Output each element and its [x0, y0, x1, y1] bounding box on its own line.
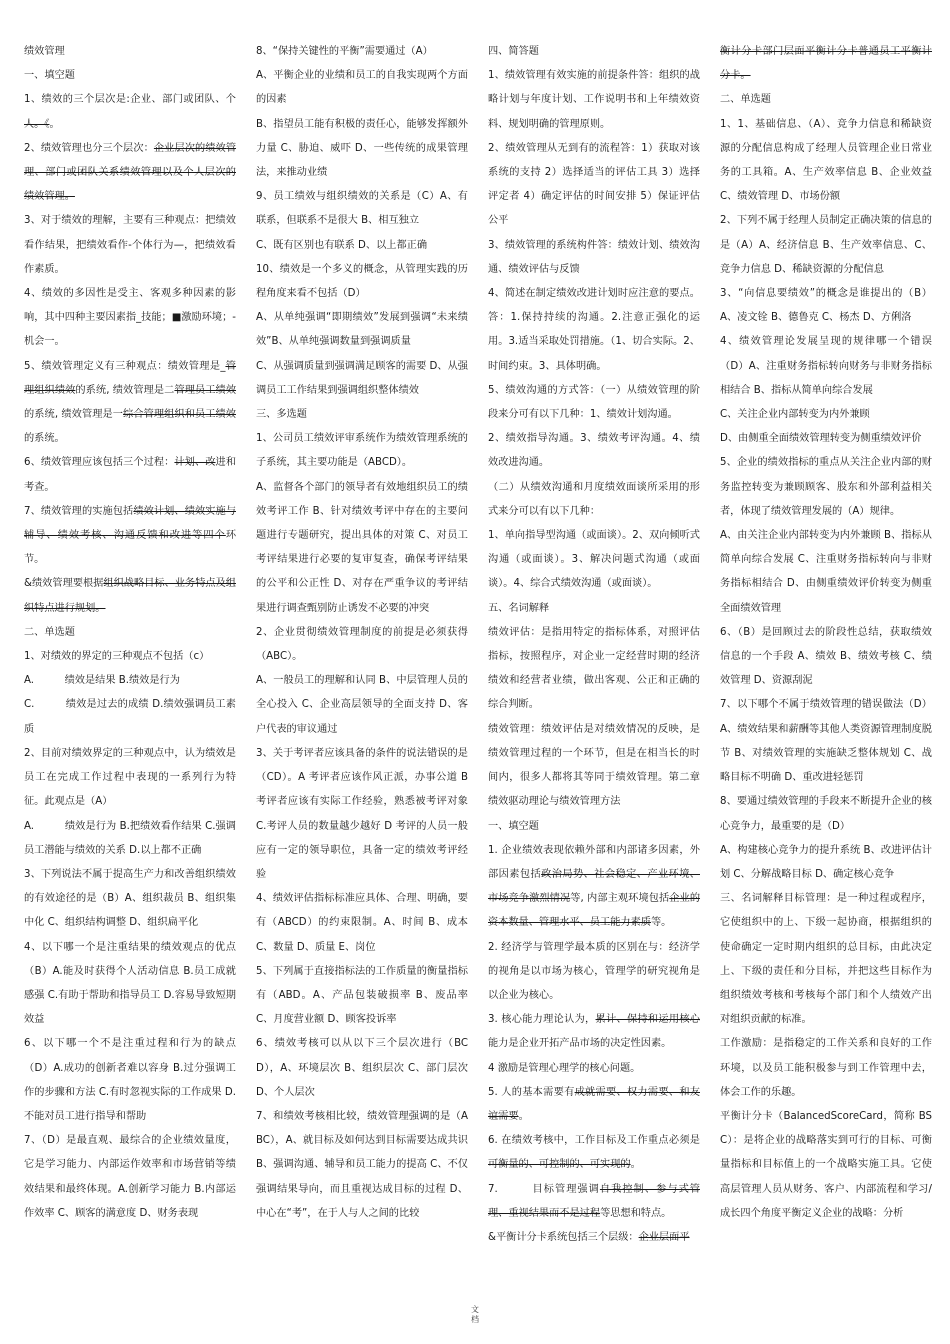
paragraph: 绩效评估：是指用特定的指标体系，对照评估指标，按照程序，对企业一定经营时期的经济绩效和经营者业绩，做出客观、公正和正确的综合判断。	[488, 626, 700, 711]
text-segment: 进和考查。	[24, 457, 237, 493]
paragraph: A. 绩效是行为 B.把绩效看作结果 C.强调员工潜能与绩效的关系 D.以上都不正确	[24, 820, 236, 856]
paragraph: 2、绩效管理从无到有的流程答：1）获取对该系统的支持 2）选择适当的评估工具 3）选择评定者 4）确定评估的时间安排 5）保证评估公平	[488, 142, 700, 227]
paragraph: 1、公司员工绩效评审系统作为绩效管理系统的子系统，其主要功能是（ABCD）。	[256, 433, 468, 469]
paragraph: 2、企业贯彻绩效管理制度的前提是必须获得（ABC）。	[256, 626, 468, 663]
paragraph: C、关注企业内部转变为内外兼顾	[720, 409, 870, 421]
struck-text: 累计、保持和运用核心	[595, 1014, 700, 1026]
struck-text: 管理组织绩效	[24, 360, 236, 396]
text-segment: 等。	[651, 917, 672, 929]
paragraph	[488, 1081, 700, 1129]
struck-text: 计划、改	[174, 457, 216, 469]
paragraph: 五、名词解释	[488, 602, 550, 614]
paragraph: A、构建核心竞争力的提升系统 B、改进评估计划 C、分解战略目标 D、确定核心竞争	[720, 844, 932, 880]
paragraph: D、由侧重全面绩效管理转变为侧重绩效评价	[720, 433, 922, 445]
struck-text: 人。《	[24, 118, 50, 130]
struck-text: 企业层面平	[638, 1231, 690, 1243]
paragraph: 3、关于考评者应该具备的条件的说法错误的是（CD）。A 考评者应该作风正派，办事公道 B 考评者应该有实际工作经验，熟悉被考评对象 C.考评人员的数量越少越好 D 考评的人员一般应有一定的领导职位，具备一定的绩效考评经验	[256, 747, 468, 880]
paragraph: 4、以下哪一个是注重结果的绩效观点的优点（B）A.能及时获得个人活动信息 B.员工成就感强 C.有助于帮助和指导员工 D.容易导致短期效益	[24, 941, 236, 1026]
paragraph: 工作激励：是指稳定的工作关系和良好的工作环境，以及员工能积极参与到工作管理中去，体会工作的乐趣。	[720, 1038, 932, 1098]
paragraph	[24, 88, 236, 136]
text-segment: 7、绩效管理的实施包括	[24, 505, 134, 517]
text-segment: 。	[630, 1159, 641, 1171]
paragraph: A. 绩效是结果 B.绩效是行为	[24, 675, 180, 687]
paragraph: 3、对于绩效的理解，主要有三种观点：把绩效看作结果，把绩效看作-个体行为—，把绩效看作素质。	[24, 215, 236, 275]
paragraph: 1、1、基础信息、（A）、竞争力信息和稀缺资源的分配信息构成了经理人员管理企业日常业务的工具箱。A、生产效率信息 B、企业效益 C、绩效管理 D、市场份额	[720, 118, 932, 203]
paragraph: 6、以下哪一个不是注重过程和行为的缺点（D）A.成功的创新者难以容身 B.过分强调工作的步骤和方法 C.有时忽视实际的工作成果 D.不能对员工进行指导和帮助	[24, 1038, 236, 1122]
paragraph	[24, 500, 236, 573]
struck-text: 衡计分卡部门层面平衡计分卡普通员工平衡计分卡。	[720, 46, 932, 82]
paragraph: 一、填空题	[488, 820, 539, 832]
paragraph: 2、下列不属于经理人员制定正确决策的信息的是（A）A、经济信息 B、生产效率信息、C、竞争力信息 D、稀缺资源的分配信息	[720, 215, 932, 275]
struck-text: 绩效计划、绩效实施与辅导、绩效考核、沟通反馈和改进等四个	[24, 505, 236, 542]
text-segment: 4、绩效的多因性是受主、客观多种因素的影响，其中四种主要因素指_技能；■激励环境；-机会一。	[24, 288, 236, 348]
paragraph: 3、绩效管理的系统构件答：绩效计划、绩效沟通、绩效评估与反馈	[488, 239, 700, 275]
text-segment: 能力是企业开拓产品市场的决定性因素。	[488, 1038, 672, 1050]
struck-text: 自我控制、参与式管理、重视结果而不是过程	[488, 1183, 700, 1219]
paragraph: 3、下列说法不属于提高生产力和改善组织绩效的有效途径的是（B）A、组织裁员 B、组织集中化 C、组织结构调整 D、组织扁平化	[24, 868, 236, 929]
struck-text: 管理员工绩效	[174, 384, 237, 396]
paragraph: 7、和绩效考核相比较，绩效管理强调的是（ABC），A、就目标及如何达到目标需要达成共识 B、强调沟通、辅导和员工能力的提高 C、不仅强调结果导向，而且重视达成目标的过程 D、中心在“考”，在于人与人之间的比较	[256, 1110, 468, 1219]
text-segment: 。	[49, 118, 60, 130]
paragraph: 8、“保持关键性的平衡”需要通过（A）	[256, 46, 433, 57]
text-segment: 的系统, 绩效管理是二	[75, 384, 175, 396]
text-column-2	[256, 40, 468, 1226]
paragraph: 四、简答题	[488, 46, 539, 57]
paragraph: （二）从绩效沟通和月度绩效面谈所采用的形式来分可以有以下几种：	[488, 481, 700, 517]
paragraph: 6、绩效考核可以从以下三个层次进行（BCD），A、环境层次 B、组织层次 C、部门层次 D、个人层次	[256, 1038, 468, 1098]
footer-line-1: 文	[471, 1305, 479, 1314]
paragraph: 4、绩效评估指标标准应具体、合理、明确，要有（ABCD）的约束限制。A、时间 B、成本 C、数量 D、质量 E、岗位	[256, 893, 468, 953]
paragraph	[488, 839, 700, 936]
paragraph: 4、简述在制定绩效改进计划时应注意的要点。答：1.保持持续的沟通。2.注意正强化的运用。3.适当采取处罚措施。（1、切合实际。2、时间约束。3、具体明确。	[488, 288, 700, 372]
text-column-1	[24, 40, 236, 1226]
footer-line-2: 档	[471, 1315, 479, 1324]
text-column-4	[720, 40, 932, 1226]
paragraph	[24, 282, 236, 355]
paragraph	[24, 137, 236, 210]
paragraph	[488, 1226, 700, 1250]
paragraph	[24, 572, 236, 620]
paragraph: C、既有区别也有联系 D、以上都正确	[256, 239, 428, 251]
paragraph: 9、员工绩效与组织绩效的关系是（C）A、有联系，但联系不是很大 B、相互独立	[256, 191, 468, 227]
struck-text: 组织战略目标、业务特点及组织特点进行规划。	[24, 578, 236, 614]
struck-text: 综合管理组织和员工绩效	[123, 409, 236, 421]
paragraph: C、从强调质量到强调满足顾客的需要 D、从强调员工工作结果到强调组织整体绩效	[256, 360, 468, 396]
text-segment: 2、绩效管理也分三个层次：	[24, 142, 154, 154]
struck-text: 企业层次的绩效管理、部门或团队关系绩效管理以及个人层次的绩效管理。	[24, 142, 237, 203]
text-column-3	[488, 40, 700, 1250]
paragraph: 5、企业的绩效指标的重点从关注企业内部的财务监控转变为兼顾顾客、股东和外部利益相关者，体现了绩效管理发展的（A）规律。	[720, 457, 932, 517]
paragraph: 8、要通过绩效管理的手段来不断提升企业的核心竞争力，最重要的是（D）	[720, 796, 932, 832]
struck-text: 成就需要、权力需要、和友谊需要	[488, 1086, 700, 1122]
paragraph: B、指望员工能有积极的责任心，能够发挥额外力量 C、胁迫、威吓 D、一些传统的成果管理法，来推动业绩	[256, 118, 468, 179]
paragraph: 10、绩效是一个多义的概念，从管理实践的历程角度来看不包括（D）	[256, 263, 468, 300]
struck-text: 企业的资本数量、管理水平、员工能力素质	[488, 893, 701, 929]
text-segment: 环节。	[24, 530, 236, 566]
text-segment: 的系统。	[24, 433, 65, 445]
text-segment: 。	[518, 1110, 529, 1122]
paragraph: 绩效管理	[24, 46, 65, 57]
paragraph: 1、单向指导型沟通（或面谈）。2、双向倾听式沟通（或面谈）。3、解决问题式沟通（或面谈）。4、综合式绩效沟通（或面谈）。	[488, 530, 700, 590]
paragraph: 2. 经济学与管理学最本质的区别在与：经济学的视角是以市场为核心，管理学的研究视角是以企业为核心。	[488, 941, 700, 1001]
struck-text: 政治局势、社会稳定、产业环境、市场竞争激烈情况	[488, 868, 700, 905]
text-segment: &平衡计分卡系统包括三个层级：	[488, 1231, 639, 1243]
paragraph	[488, 1129, 700, 1177]
paragraph: 1、对绩效的界定的三种观点不包括（c）	[24, 651, 210, 663]
paragraph: 3、“向信息要绩效”的概念是谁提出的（B）A、凌文铨 B、德鲁克 C、杨杰 D、方俐洛	[720, 288, 932, 324]
paragraph: A、监督各个部门的领导者有效地组织员工的绩效考评工作 B、针对绩效考评中存在的主要问题进行专题研究，提出具体的对策 C、对员工考评结果进行必要的复审复查，确保考评结果的公平和公正性 D、对存在严重争议的考评结果进行调查甄别防止诱发不必要的冲突	[256, 481, 468, 614]
paragraph: A、一般员工的理解和认同 B、中层管理人员的全心投入 C、企业高层领导的全面支持 D、客户代表的审议通过	[256, 675, 468, 735]
text-segment: 等思想和特点。	[600, 1207, 672, 1219]
text-segment: 5、绩效管理定义有三种观点：绩效管理是_	[24, 360, 226, 372]
paragraph: A、由关注企业内部转变为内外兼顾 B、指标从简单向综合发展 C、注重财务指标转向与非财务指标相结合 D、由侧重绩效评价转变为侧重全面绩效管理	[720, 530, 932, 614]
paragraph: 4、绩效管理论发展呈现的规律哪一个错误（D）A、注重财务指标转向财务与非财务指标相结合 B、指标从简单向综合发展	[720, 336, 932, 396]
paragraph	[488, 1178, 700, 1226]
paragraph: 4 激励是管理心理学的核心问题。	[488, 1062, 641, 1074]
text-segment: 的系统, 绩效管理是一	[24, 409, 124, 421]
text-segment: 6. 在绩效考核中，工作目标及工作重点必须是	[488, 1135, 700, 1147]
paragraph: 二、单选题	[24, 626, 75, 638]
text-segment: 6、绩效管理应该包括三个过程：	[24, 457, 175, 469]
struck-text: 可衡量的、可控制的、可实现的	[488, 1159, 631, 1171]
paragraph	[24, 451, 236, 499]
paragraph: A、从单纯强调“即期绩效”发展到强调“未来绩效”B、从单纯强调数量到强调质量	[256, 312, 468, 348]
paragraph: 2、目前对绩效界定的三种观点中，认为绩效是员工在完成工作过程中表现的一系列行为特征。此观点是（A）	[24, 747, 236, 808]
paragraph: 5、绩效沟通的方式答：（一）从绩效管理的阶段来分可有以下几种：1、绩效计划沟通。	[488, 384, 700, 421]
paragraph: 6、（B）是回顾过去的阶段性总结，获取绩效信息的一个手段 A、绩效 B、绩效考核 C、绩效管理 D、资源刮泥	[720, 626, 932, 687]
paragraph: 绩效管理：绩效评估是对绩效情况的反映，是绩效管理过程的一个环节，但是在相当长的时间内，很多人都将其等同于绩效管理。第二章 绩效驱动理论与绩效管理方法	[488, 723, 700, 808]
paragraph: C. 绩效是过去的成绩 D.绩效强调员工素质	[24, 699, 236, 735]
paragraph: 二、单选题	[720, 94, 771, 106]
text-segment: 1. 企业绩效表现依赖外部和内部诸多因素，外部因素包括	[488, 844, 700, 880]
paragraph: 5、下列属于直接指标法的工作质量的衡量指标有（ABD。A、产品包装破损率 B、废品率 C、月度营业额 D、顾客投诉率	[256, 965, 468, 1026]
paragraph: A、平衡企业的业绩和员工的自我实现两个方面的因素	[256, 70, 468, 106]
paragraph	[488, 1008, 700, 1056]
paragraph: 7、以下哪个不属于绩效管理的错误做法（D）A、绩效结果和薪酬等其他人类资源管理制度脱节 B、对绩效管理的实施缺乏整体规划 C、战略目标不明确 D、重改进轻惩罚	[720, 699, 932, 784]
paragraph	[24, 355, 236, 452]
text-segment: &绩效管理要根据	[24, 578, 104, 590]
text-segment: 5. 人的基本需要有	[488, 1086, 575, 1098]
paragraph: 1、绩效管理有效实施的前提条件答：组织的战略计划与年度计划、工作说明书和上年绩效资料、规划明确的管理原则。	[488, 70, 700, 130]
text-segment: 1、绩效的三个层次是:企业、部门或团队、个	[24, 94, 236, 106]
paragraph: 三、名词解释目标管理：是一种过程或程序，它使组织中的上、下级一起协商，根据组织的使命确定一定时期内组织的总目标，由此决定上、下级的责任和分目标，并把这些目标作为组织绩效考核和考核每个部门和个人绩效产出对组织贡献的标准。	[720, 893, 932, 1026]
paragraph: 一、填空题	[24, 70, 75, 82]
text-segment: 7. 目标管理强调	[488, 1183, 600, 1195]
paragraph	[720, 40, 932, 88]
text-segment: 3. 核心能力理论认为，	[488, 1014, 596, 1026]
page-footer	[0, 1305, 950, 1325]
paragraph: 平衡计分卡（BalancedScoreCard，简称 BSC）：是将企业的战略落实到可行的目标、可衡量指标和目标值上的一个战略实施工具。它使高层管理人员从财务、客户、内部流程和学习/成长四个角度平衡定义企业的战略：分析	[720, 1110, 932, 1219]
paragraph: 7、（D）是最直观、最综合的企业绩效量度，它是学习能力、内部运作效率和市场营销等绩效结果和最终体现。A.创新学习能力 B.内部运作效率 C、顾客的满意度 D、财务表现	[24, 1135, 236, 1219]
paragraph: 三、多选题	[256, 409, 307, 421]
paragraph: 2、绩效指导沟通。3、绩效考评沟通。4、绩效改进沟通。	[488, 433, 700, 469]
text-segment: 等, 内部主观环境包括	[570, 893, 670, 905]
